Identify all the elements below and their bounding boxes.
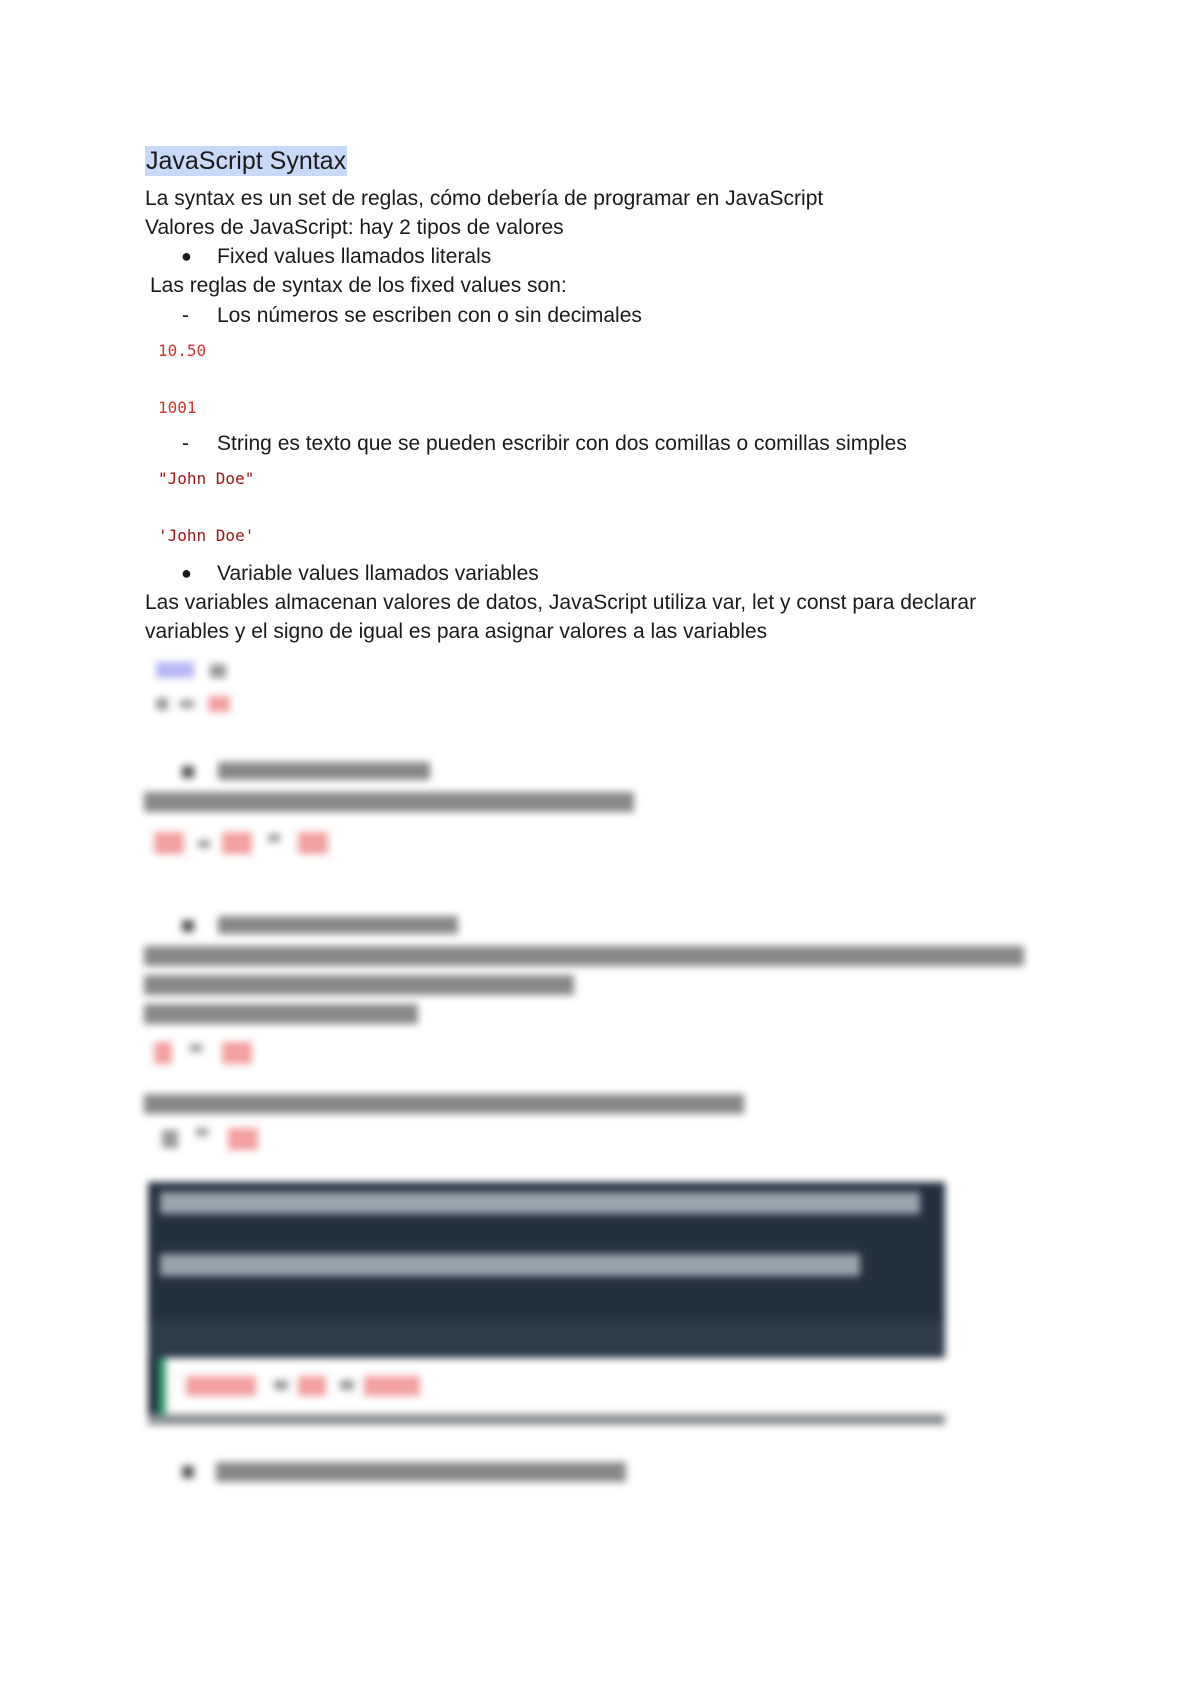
blurred-code-token: [210, 664, 226, 678]
blurred-code-number: [208, 696, 230, 712]
rule-strings: String es texto que se pueden escribir con dos comillas o comillas simples: [217, 432, 907, 455]
blurred-square-bullet: [182, 920, 194, 932]
code-string-2: 'John Doe': [158, 526, 255, 545]
bullet-fixed-values: Fixed values llamados literals: [217, 245, 492, 268]
blurred-code-token: [268, 834, 280, 842]
blurred-code-number: [154, 1042, 172, 1064]
blurred-code-number: [222, 832, 252, 854]
blurred-heading: [218, 916, 458, 934]
blurred-code-number: [222, 1042, 252, 1064]
blurred-final-bullet: [170, 1452, 650, 1492]
code-number-1: 10.50: [158, 341, 207, 360]
values-intro-text: Valores de JavaScript: hay 2 tipos de valores: [145, 216, 564, 239]
bullet-variable-values: Variable values llamados variables: [217, 562, 539, 585]
blurred-text-line: [144, 975, 574, 995]
blurred-text-line: [144, 1004, 418, 1024]
bullet-icon: ●: [181, 246, 192, 266]
intro-text: La syntax es un set de reglas, cómo debería de programar en JavaScript: [145, 187, 824, 210]
blurred-code-number: [154, 832, 184, 854]
rule-numbers: Los números se escriben con o sin decimales: [217, 304, 642, 327]
blurred-code-token: [198, 840, 210, 848]
blurred-heading: [218, 762, 430, 780]
screenshot-bottom-bar: [148, 1414, 945, 1425]
dash-icon: -: [182, 432, 189, 455]
blurred-screenshot-line: [160, 1254, 860, 1282]
blurred-text-line: [216, 1462, 626, 1482]
blurred-code-number: [228, 1128, 258, 1150]
blurred-code-token: [156, 698, 168, 710]
page-title: JavaScript Syntax: [146, 147, 347, 175]
fixed-rules-intro: Las reglas de syntax de los fixed values son:: [150, 274, 567, 297]
variables-text-line-2: variables y el signo de igual es para asignar valores a las variables: [145, 620, 768, 643]
blurred-code-token: [196, 1128, 208, 1136]
blurred-code-token: [180, 700, 194, 708]
blurred-text-line: [144, 792, 634, 812]
blurred-square-bullet: [182, 1466, 194, 1478]
screenshot-code-example: [158, 1358, 945, 1414]
blurred-text-line: [144, 946, 1024, 966]
screenshot-band: [148, 1322, 945, 1358]
code-number-2: 1001: [158, 398, 197, 417]
blurred-screenshot-line: [160, 1192, 920, 1220]
blurred-code-number: [298, 832, 328, 854]
code-string-1: "John Doe": [158, 469, 255, 488]
blurred-code-token: [190, 1044, 202, 1052]
variables-text-line-1: Las variables almacenan valores de datos, JavaScript utiliza var, let y const para declarar: [145, 591, 977, 614]
bullet-icon: ●: [181, 563, 192, 583]
blurred-square-bullet: [182, 766, 194, 778]
embedded-screenshot: [148, 1182, 945, 1425]
blurred-text-line: [144, 1094, 744, 1114]
dash-icon: -: [182, 304, 189, 327]
blurred-code-keyword: [156, 662, 194, 678]
blurred-code-token: [162, 1130, 178, 1148]
